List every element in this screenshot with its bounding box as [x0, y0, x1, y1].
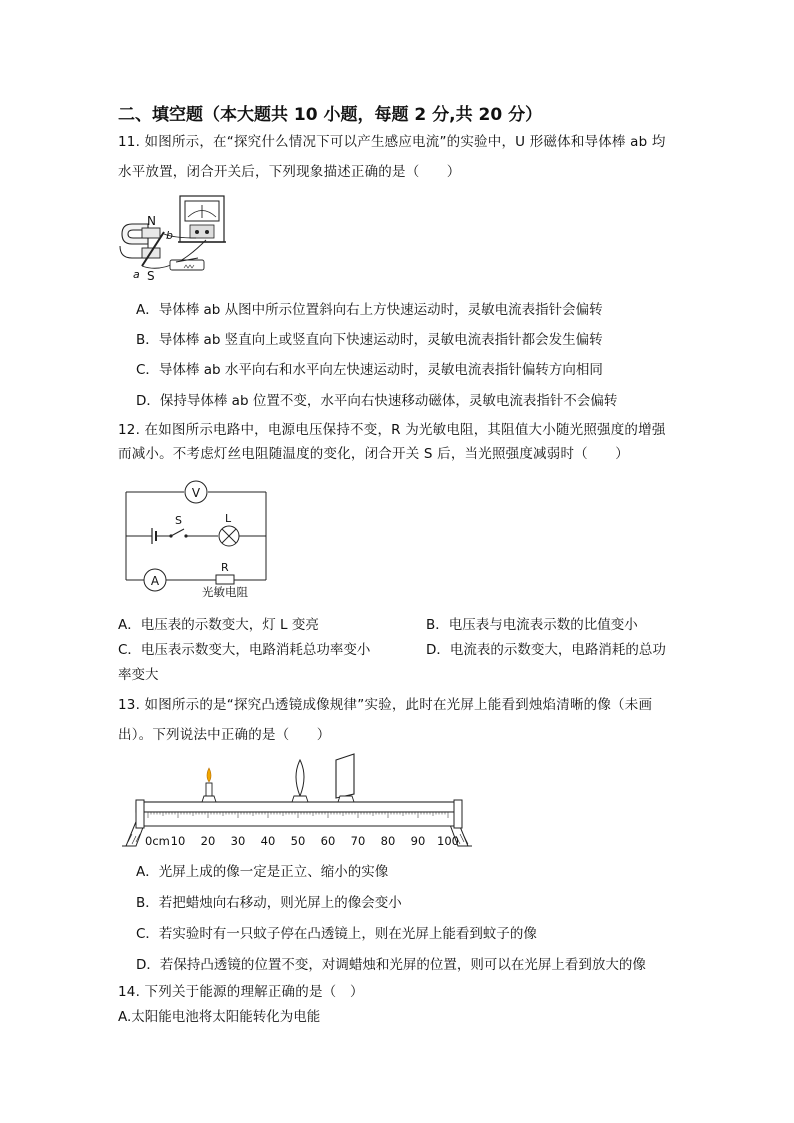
scale-tick-label: 70 — [350, 834, 366, 848]
scale-tick-label: 0cm — [145, 834, 170, 848]
candle — [206, 783, 212, 797]
photoresistor-symbol — [216, 575, 234, 584]
q13-option-c: C．若实验时有一只蚊子停在凸透镜上，则在光屏上能看到蚊子的像 — [136, 926, 537, 942]
point-a-label: a — [133, 268, 140, 281]
q12-stem-line2: 而减小。不考虑灯丝电阻随温度的变化，闭合开关 S 后，当光照强度减弱时（ ） — [118, 446, 629, 462]
switch — [170, 260, 204, 270]
scale-tick-label: 90 — [410, 834, 426, 848]
candle-flame — [207, 768, 211, 782]
photoresistor-circuit-figure — [118, 476, 278, 602]
resistor-caption: 光敏电阻 — [202, 585, 248, 599]
scale-tick-label: 80 — [380, 834, 396, 848]
convex-lens — [296, 760, 304, 796]
scale-tick-label: 10 — [170, 834, 186, 848]
q11-option-a: A．导体棒 ab 从图中所示位置斜向右上方快速运动时，灵敏电流表指针会偏转 — [136, 302, 603, 318]
switch-blade — [171, 529, 184, 536]
q13-option-d: D．若保持凸透镜的位置不变，对调蜡烛和光屏的位置，则可以在光屏上看到放大的像 — [136, 957, 646, 973]
q13-option-a: A．光屏上成的像一定是正立、缩小的实像 — [136, 864, 389, 880]
scale-tick-label: 60 — [320, 834, 336, 848]
scale-tick-label: 20 — [200, 834, 216, 848]
scale-tick-label: 50 — [290, 834, 306, 848]
q11-stem-line1: 11. 如图所示，在“探究什么情况下可以产生感应电流”的实验中，U 形磁体和导体棒 ab 均 — [118, 134, 666, 150]
point-b-label: b — [166, 229, 173, 242]
pole-s-label: S — [147, 269, 155, 283]
optical-bench-figure — [118, 752, 484, 856]
pole-n-label: N — [147, 214, 156, 228]
light-screen — [336, 754, 354, 798]
q14-option-a: A.太阳能电池将太阳能转化为电能 — [118, 1009, 321, 1025]
q12-option-c: C．电压表示数变大，电路消耗总功率变小 — [118, 642, 371, 658]
q12-option-b: B．电压表与电流表示数的比值变小 — [426, 617, 638, 633]
q12-option-d: D．电流表的示数变大，电路消耗的总功 — [426, 642, 666, 658]
scale-tick-label: 30 — [230, 834, 246, 848]
scale-tick-label: 40 — [260, 834, 276, 848]
q13-stem-line2: 出）。下列说法中正确的是（ ） — [118, 727, 331, 743]
q12-option-d-continued: 率变大 — [118, 667, 159, 683]
scale-labels — [145, 834, 459, 848]
ammeter-label: A — [150, 574, 160, 588]
resistor-label: R — [221, 561, 229, 574]
q13-option-b: B．若把蜡烛向右移动，则光屏上的像会变小 — [136, 895, 402, 911]
q13-stem-line1: 13. 如图所示的是“探究凸透镜成像规律”实验，此时在光屏上能看到烛焰清晰的像（未画 — [118, 697, 653, 713]
optical-bench-rail — [136, 802, 460, 812]
q14-stem: 14. 下列关于能源的理解正确的是（ ） — [118, 984, 364, 1000]
scale-tick-label: 100 — [437, 834, 459, 848]
q11-stem-line2: 水平放置，闭合开关后，下列现象描述正确的是（ ） — [118, 164, 461, 180]
q11-option-c: C．导体棒 ab 水平向右和水平向左快速运动时，灵敏电流表指针偏转方向相同 — [136, 362, 603, 378]
section-title: 二、填空题（本大题共 10 小题，每题 2 分,共 20 分） — [118, 105, 543, 125]
q12-option-a: A．电压表的示数变大，灯 L 变亮 — [118, 617, 319, 633]
lamp-label: L — [225, 512, 232, 525]
switch-label: S — [175, 514, 182, 527]
q11-option-b: B．导体棒 ab 竖直向上或竖直向下快速运动时，灵敏电流表指针都会发生偏转 — [136, 332, 603, 348]
q12-stem-line1: 12. 在如图所示电路中，电源电压保持不变，R 为光敏电阻，其阻值大小随光照强度的增强 — [118, 422, 666, 438]
voltmeter-label: V — [191, 486, 201, 500]
q11-option-d: D．保持导体棒 ab 位置不变，水平向右快速移动磁体，灵敏电流表指针不会偏转 — [136, 393, 618, 409]
induction-experiment-figure — [118, 192, 228, 284]
